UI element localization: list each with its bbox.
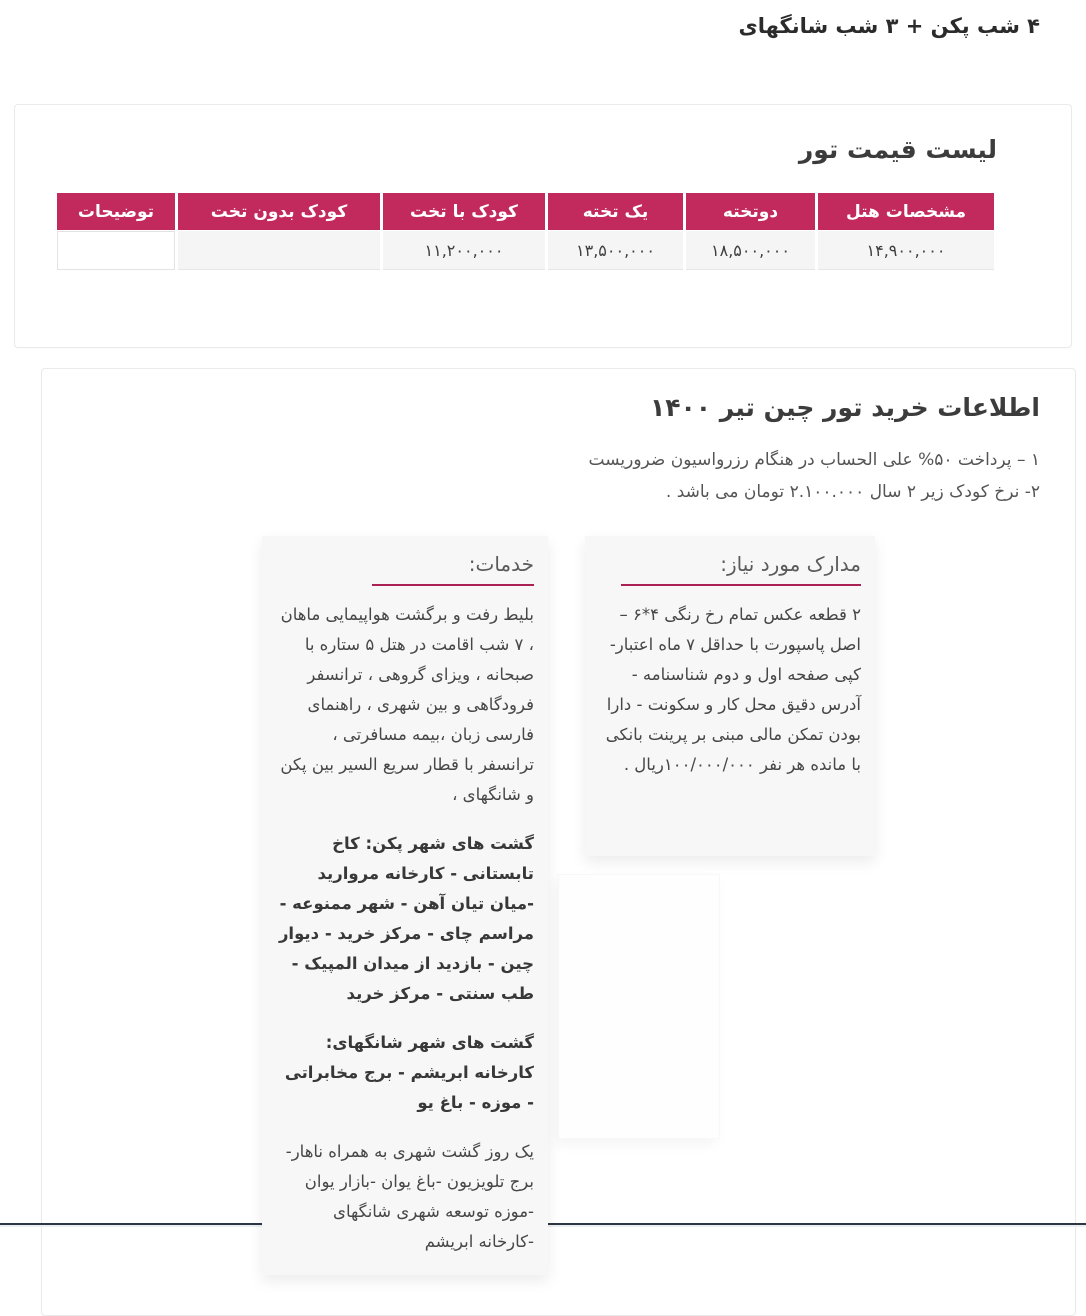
col-header-hotel-specs: مشخصات هتل (818, 193, 994, 230)
price-card-title: لیست قیمت تور (798, 135, 997, 164)
price-card (14, 104, 1072, 348)
cell-child-no-bed-price (178, 231, 380, 270)
city-tour-text: یک روز گشت شهری به همراه ناهار-برج تلویزیون -باغ یوان -بازار یوان -موزه توسعه شهری شانگهای -کارخانه ابریشم (285, 1142, 534, 1251)
price-table-row (57, 231, 994, 270)
info-card (41, 368, 1076, 1316)
info-boxes (77, 536, 1040, 1275)
col-header-child-with-bed: کودک با تخت (383, 193, 545, 230)
col-header-double: دوتخته (686, 193, 815, 230)
page-title: ۴ شب پکن + ۳ شب شانگهای (738, 14, 1040, 38)
shanghai-tours-text: گشت های شهر شانگهای: کارخانه ابریشم - برج مخابراتی - موزه - باغ یو (284, 1033, 534, 1112)
col-header-single: یک تخته (548, 193, 683, 230)
cell-double-price: ۱۸,۵۰۰,۰۰۰ (686, 231, 815, 270)
col-header-description: توضیحات (57, 193, 175, 230)
required-docs-box (585, 536, 875, 856)
cell-child-with-bed-price: ۱۱,۲۰۰,۰۰۰ (383, 231, 545, 270)
cell-single-price: ۱۳,۵۰۰,۰۰۰ (548, 231, 683, 270)
required-docs-text: ۲ قطعه عکس تمام رخ رنگی ۴*۶ – اصل پاسپورت با حداقل ۷ ماه اعتبار-کپی صفحه اول و دوم شناسنامه - آدرس دقیق محل کار و سکونت - دارا بودن تمکن مالی مبنی بر پرینت بانکی با مانده هر نفر ۱۰۰/۰۰۰/۰۰۰ریال . (605, 605, 861, 774)
child-rate-note: ۲- نرخ کودک زیر ۲ سال ۲.۱۰۰.۰۰۰ تومان می باشد . (665, 482, 1040, 502)
beijing-tours-text: گشت های شهر پکن: کاخ تابستانی - کارخانه مروارید -میان تیان آهن - شهر ممنوعه - مراسم چای - مرکز خرید - دیوار چین - بازدید از میدان المپیک - طب سنتی - مرکز خرید (278, 834, 534, 1003)
payment-note: ۱ – پرداخت ۵۰% علی الحساب در هنگام رزرواسیون ضروریست (588, 450, 1040, 470)
services-box (262, 536, 548, 1275)
services-rule (372, 584, 534, 586)
price-table (54, 192, 997, 271)
cell-hotel-specs-price: ۱۴,۹۰۰,۰۰۰ (818, 231, 994, 270)
services-included-text: بلیط رفت و برگشت هواپیمایی ماهان ، ۷ شب اقامت در هتل ۵ ستاره با صبحانه ، ویزای گروهی ، ترانسفر فرودگاهی و بین شهری ، راهنمای فارسی زبان ،بیمه مسافرتی ، ترانسفر با قطار سریع السیر بین پکن و شانگهای ، (280, 605, 534, 804)
cell-description (57, 231, 175, 270)
required-docs-rule (621, 584, 861, 586)
required-docs-heading: مدارک مورد نیاز: (720, 552, 861, 576)
col-header-child-no-bed: کودک بدون تخت (178, 193, 380, 230)
price-table-header-row (57, 193, 994, 230)
services-heading: خدمات: (468, 552, 534, 576)
info-card-title: اطلاعات خرید تور چین تیر ۱۴۰۰ (650, 393, 1040, 422)
